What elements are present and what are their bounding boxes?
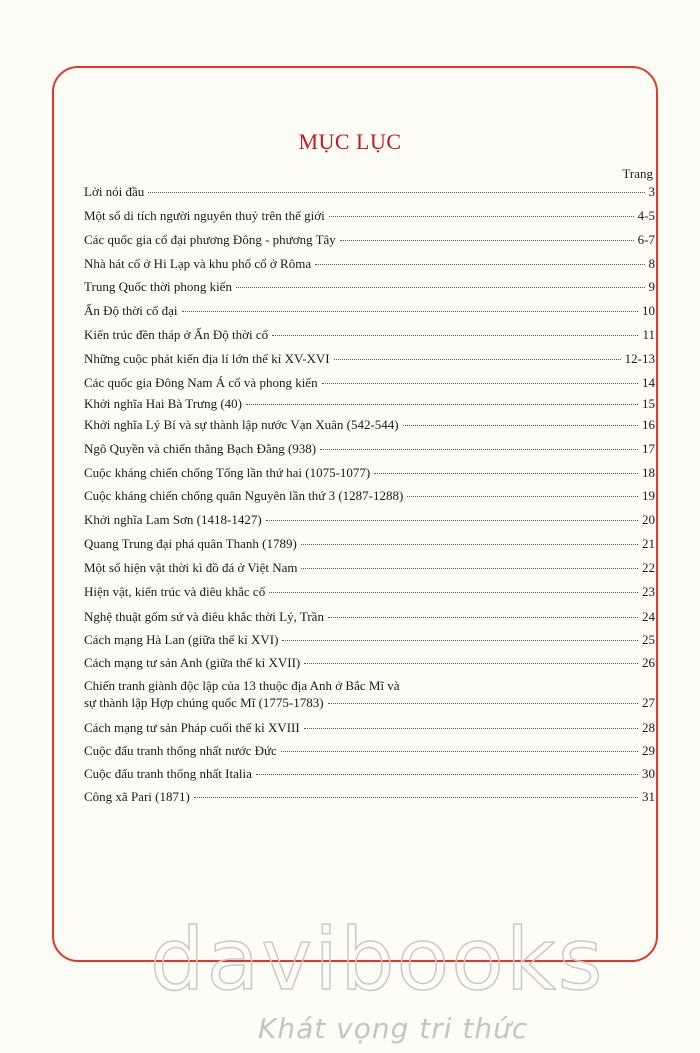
toc-entry-label: Cách mạng tư sản Anh (giữa thế kỉ XVII) bbox=[84, 655, 301, 670]
dot-leader bbox=[236, 287, 645, 288]
toc-entry-page: 8 bbox=[648, 256, 655, 271]
toc-entry[interactable] bbox=[84, 208, 655, 226]
toc-entry-label: Ấn Độ thời cổ đại bbox=[84, 303, 178, 318]
toc-entry-page: 16 bbox=[642, 417, 655, 432]
toc-entry-page: 17 bbox=[642, 441, 655, 456]
dot-leader bbox=[256, 774, 638, 775]
toc-entry-label: Cách mạng Hà Lan (giữa thế kỉ XVI) bbox=[84, 632, 279, 647]
dot-leader bbox=[403, 425, 638, 426]
toc-entry-page: 4-5 bbox=[637, 208, 655, 223]
toc-entry[interactable] bbox=[84, 465, 655, 483]
toc-entry[interactable] bbox=[84, 766, 655, 784]
toc-entry-page: 18 bbox=[642, 465, 655, 480]
toc-entry-page: 27 bbox=[642, 695, 655, 710]
watermark-tagline: Khát vọng tri thức bbox=[258, 1012, 529, 1045]
toc-entry[interactable] bbox=[84, 256, 655, 274]
toc-entry-label: Lời nói đầu bbox=[84, 184, 145, 199]
toc-entry-label: Cuộc đấu tranh thống nhất Italia bbox=[84, 766, 252, 781]
toc-entry-page: 6-7 bbox=[637, 232, 655, 247]
toc-entry[interactable] bbox=[84, 303, 655, 321]
toc-entry[interactable] bbox=[84, 720, 655, 738]
toc-entry[interactable] bbox=[84, 536, 655, 554]
toc-entry-label: Khởi nghĩa Lý Bí và sự thành lập nước Vạn Xuân (542-544) bbox=[84, 417, 399, 432]
toc-entry-page: 31 bbox=[642, 789, 655, 804]
toc-entry[interactable] bbox=[84, 232, 655, 250]
dot-leader bbox=[322, 383, 638, 384]
toc-entry-label: Một số di tích người nguyên thuỷ trên thế giới bbox=[84, 208, 325, 223]
toc-entry-label: Ngô Quyền và chiến thắng Bạch Đằng (938) bbox=[84, 441, 317, 456]
toc-entry-label: Kiến trúc đền tháp ở Ấn Độ thời cổ bbox=[84, 327, 269, 342]
toc-entry[interactable] bbox=[84, 632, 655, 650]
dot-leader bbox=[182, 311, 638, 312]
dot-leader bbox=[282, 640, 638, 641]
dot-leader bbox=[272, 335, 638, 336]
dot-leader bbox=[407, 496, 638, 497]
toc-entry[interactable] bbox=[84, 441, 655, 459]
toc-entry[interactable] bbox=[84, 743, 655, 761]
dot-leader bbox=[328, 703, 638, 704]
toc-entry-page: 10 bbox=[642, 303, 655, 318]
page-column-label: Trang bbox=[622, 166, 653, 181]
dot-leader bbox=[304, 728, 638, 729]
toc-entry[interactable] bbox=[84, 396, 655, 414]
toc-entry[interactable] bbox=[84, 512, 655, 530]
toc-entry[interactable] bbox=[84, 279, 655, 297]
dot-leader bbox=[334, 359, 621, 360]
toc-entry-label: Công xã Pari (1871) bbox=[84, 789, 190, 804]
toc-entry-label: Một số hiện vật thời kì đồ đá ở Việt Nam bbox=[84, 560, 298, 575]
toc-entry-label: Nghệ thuật gốm sứ và điêu khắc thời Lý, Trần bbox=[84, 609, 324, 624]
dot-leader bbox=[246, 404, 638, 405]
toc-entry-page: 30 bbox=[642, 766, 655, 781]
toc-entry-page: 24 bbox=[642, 609, 655, 624]
dot-leader bbox=[329, 216, 634, 217]
toc-entry-label: Những cuộc phát kiến địa lí lớn thế kỉ XV-XVI bbox=[84, 351, 330, 366]
toc-entry-label: Cuộc kháng chiến chống quân Nguyên lần thứ 3 (1287-1288) bbox=[84, 488, 404, 503]
toc-entry-page: 11 bbox=[642, 327, 655, 342]
toc-entry-label: Cuộc đấu tranh thống nhất nước Đức bbox=[84, 743, 277, 758]
toc-entry-label-line2: sự thành lập Hợp chúng quốc Mĩ (1775-1783) bbox=[84, 695, 324, 710]
toc-entry-label: Khởi nghĩa Lam Sơn (1418-1427) bbox=[84, 512, 262, 527]
toc-entry-page: 20 bbox=[642, 512, 655, 527]
toc-entry[interactable] bbox=[84, 677, 655, 711]
toc-entry[interactable] bbox=[84, 351, 655, 369]
dot-leader bbox=[281, 751, 638, 752]
toc-entry-label: Hiện vật, kiến trúc và điêu khắc cổ bbox=[84, 584, 266, 599]
dot-leader bbox=[320, 449, 638, 450]
toc-entry-page: 23 bbox=[642, 584, 655, 599]
toc-entry-page: 14 bbox=[642, 375, 655, 390]
toc-entry[interactable] bbox=[84, 417, 655, 435]
toc-entry-label-line1: Chiến tranh giành độc lập của 13 thuộc địa Anh ở Bắc Mĩ và bbox=[84, 678, 400, 693]
dot-leader bbox=[194, 797, 638, 798]
toc-entry[interactable] bbox=[84, 184, 655, 202]
dot-leader bbox=[315, 264, 644, 265]
dot-leader bbox=[374, 473, 638, 474]
toc-entry-label: Khởi nghĩa Hai Bà Trưng (40) bbox=[84, 396, 242, 411]
toc-entry-label: Cách mạng tư sản Pháp cuối thế kỉ XVIII bbox=[84, 720, 300, 735]
dot-leader bbox=[269, 592, 638, 593]
toc-entry[interactable] bbox=[84, 584, 655, 602]
toc-entry[interactable] bbox=[84, 327, 655, 345]
toc-entry[interactable] bbox=[84, 655, 655, 673]
dot-leader bbox=[148, 192, 644, 193]
dot-leader bbox=[301, 568, 638, 569]
toc-entry[interactable] bbox=[84, 789, 655, 807]
toc-entry-page: 25 bbox=[642, 632, 655, 647]
toc-entry-label: Cuộc kháng chiến chống Tống lần thứ hai (1075-1077) bbox=[84, 465, 371, 480]
toc-entry-page: 15 bbox=[642, 396, 655, 411]
toc-entry[interactable] bbox=[84, 609, 655, 627]
toc-entry-page: 12-13 bbox=[624, 351, 655, 366]
toc-entry-page: 28 bbox=[642, 720, 655, 735]
toc-entry[interactable] bbox=[84, 560, 655, 578]
page-title: MỤC LỤC bbox=[298, 129, 402, 154]
toc-entry-label: Các quốc gia Đông Nam Á cổ và phong kiến bbox=[84, 375, 318, 390]
toc-entry[interactable] bbox=[84, 488, 655, 506]
toc-entry[interactable] bbox=[84, 375, 655, 393]
toc-entry-page: 9 bbox=[648, 279, 655, 294]
toc-entry-page: 22 bbox=[642, 560, 655, 575]
dot-leader bbox=[304, 663, 638, 664]
toc-entry-label: Quang Trung đại phá quân Thanh (1789) bbox=[84, 536, 297, 551]
watermark-logo: davibooks bbox=[150, 910, 605, 1010]
toc-entry-page: 21 bbox=[642, 536, 655, 551]
dot-leader bbox=[328, 617, 638, 618]
toc-entry-page: 3 bbox=[648, 184, 655, 199]
toc-entry-label: Trung Quốc thời phong kiến bbox=[84, 279, 232, 294]
toc-entry-page: 29 bbox=[642, 743, 655, 758]
toc-entry-page: 26 bbox=[642, 655, 655, 670]
dot-leader bbox=[340, 240, 634, 241]
toc-entry-label: Nhà hát cổ ở Hi Lạp và khu phố cổ ở Rôma bbox=[84, 256, 312, 271]
toc-entry-page: 19 bbox=[642, 488, 655, 503]
dot-leader bbox=[266, 520, 638, 521]
dot-leader bbox=[301, 544, 638, 545]
toc-entry-label: Các quốc gia cổ đại phương Đông - phương Tây bbox=[84, 232, 336, 247]
